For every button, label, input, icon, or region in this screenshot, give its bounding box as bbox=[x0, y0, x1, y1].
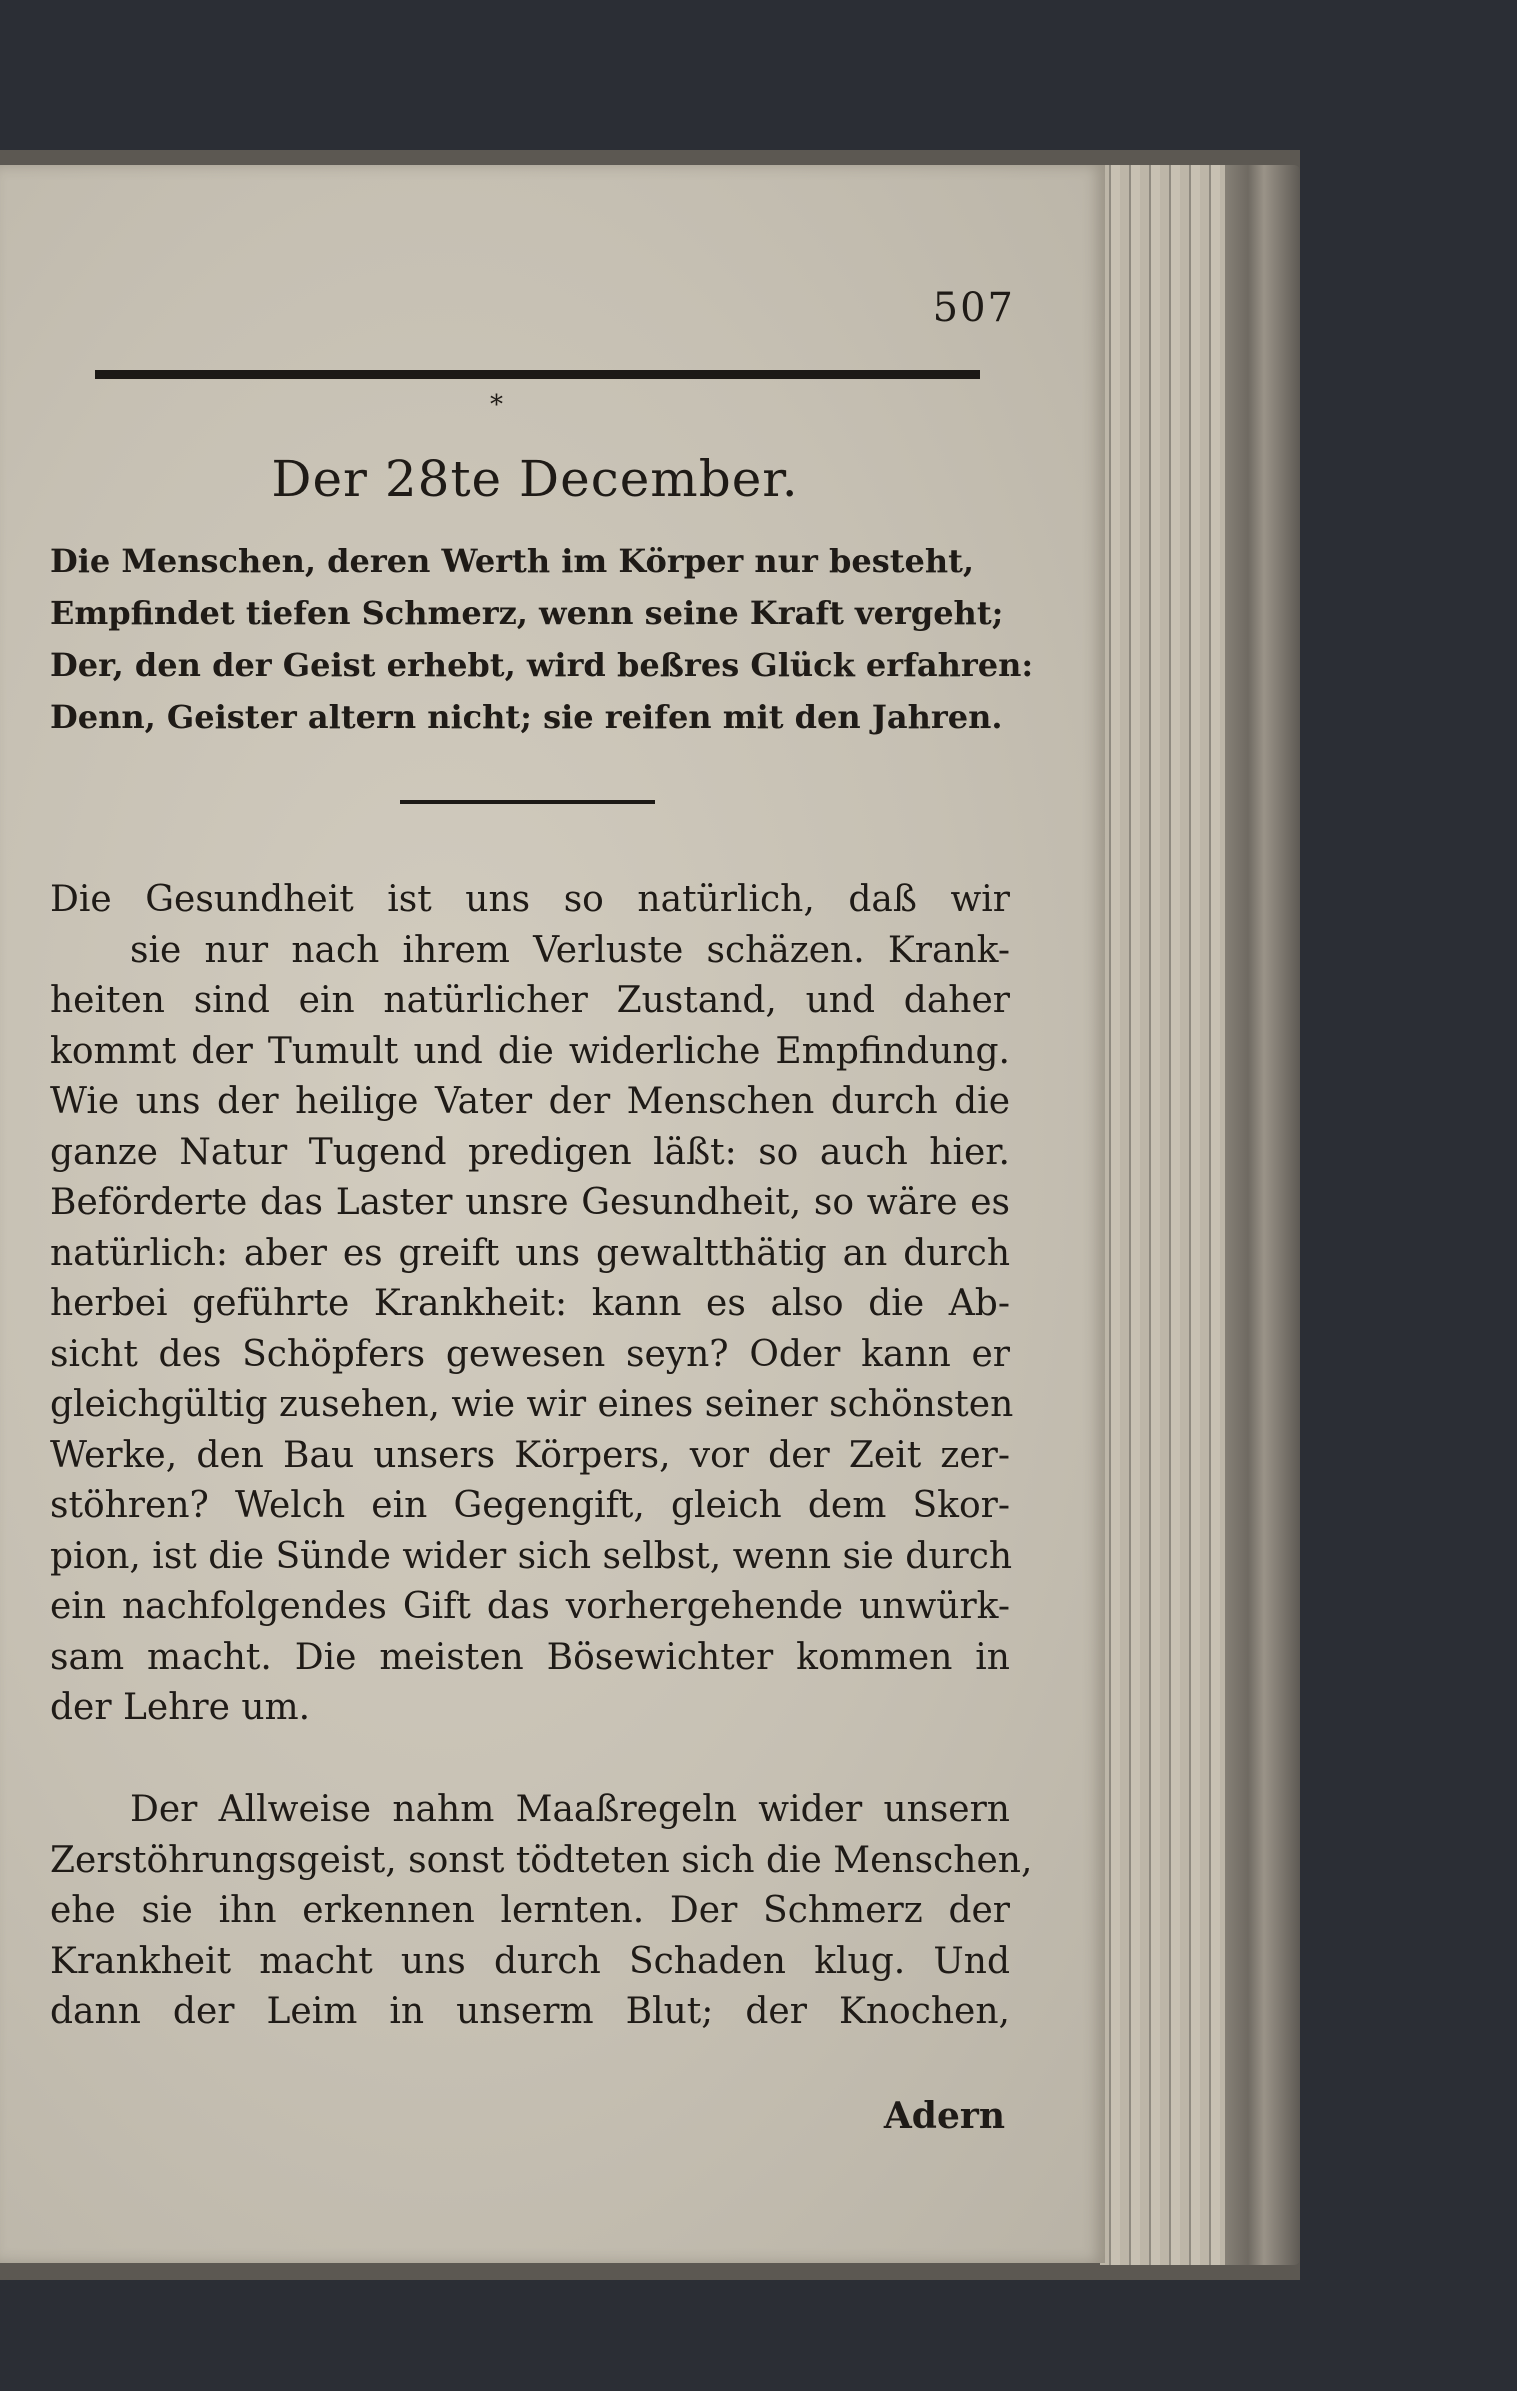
text-line: Werke, den Bau unsers Körpers, vor der Zeit zer- bbox=[50, 1434, 1010, 1476]
text-line: stöhren? Welch ein Gegengift, gleich dem Skor- bbox=[50, 1485, 1010, 1526]
text-line: sie nur nach ihrem Verluste schäzen. Krank- bbox=[130, 929, 1010, 971]
text-line: ganze Natur Tugend predigen läßt: so auch hier. bbox=[50, 1131, 1010, 1173]
header-rule bbox=[95, 370, 980, 379]
text-line: Krankheit macht uns durch Schaden klug. Und bbox=[50, 1940, 1010, 1982]
verse-line: Die Menschen, deren Werth im Körper nur besteht, bbox=[50, 542, 975, 580]
ornament: * bbox=[490, 390, 503, 420]
text-line: natürlich: aber es greift uns gewaltthätig an durch bbox=[50, 1232, 1010, 1274]
text-line: sam macht. Die meisten Bösewichter kommen in bbox=[50, 1636, 1010, 1678]
verse-line: Der, den der Geist erhebt, wird beßres Glück erfahren: bbox=[50, 646, 1034, 684]
text-line: gleichgültig zusehen, wie wir eines seiner schönsten bbox=[50, 1384, 1014, 1425]
text-line: kommt der Tumult und die widerliche Empfindung. bbox=[50, 1030, 1010, 1072]
divider-rule bbox=[400, 800, 655, 804]
text-line: heiten sind ein natürlicher Zustand, und daher bbox=[50, 980, 1010, 1021]
book-spine bbox=[1220, 165, 1300, 2265]
text-line: Beförderte das Laster unsre Gesundheit, so wäre es bbox=[50, 1182, 1010, 1223]
book-page bbox=[0, 165, 1105, 2263]
text-line: Wie uns der heilige Vater der Menschen durch die bbox=[50, 1081, 1010, 1122]
text-line: Der Allweise nahm Maaßregeln wider unsern bbox=[130, 1789, 1010, 1830]
text-line: ehe sie ihn erkennen lernten. Der Schmerz der bbox=[50, 1890, 1010, 1931]
section-heading: Der 28te December. bbox=[271, 450, 799, 508]
text-line: herbei geführte Krankheit: kann es also die Ab- bbox=[50, 1283, 1010, 1324]
catchword: Adern bbox=[883, 2095, 1005, 2137]
text-line: ein nachfolgendes Gift das vorhergehende unwürk- bbox=[50, 1586, 1010, 1627]
verse-line: Empfindet tiefen Schmerz, wenn seine Kraft vergeht; bbox=[50, 594, 1004, 632]
verse-line: Denn, Geister altern nicht; sie reifen mit den Jahren. bbox=[50, 698, 1003, 736]
page-number: 507 bbox=[932, 285, 1015, 331]
text-line: Die Gesundheit ist uns so natürlich, daß wir bbox=[50, 879, 1010, 920]
text-line: sicht des Schöpfers gewesen seyn? Oder kann er bbox=[50, 1333, 1010, 1375]
page-edges bbox=[1100, 165, 1225, 2265]
verse-block bbox=[50, 535, 1034, 743]
text-line: dann der Leim in unserm Blut; der Knochen, bbox=[50, 1991, 1010, 2032]
body-paragraph-1 bbox=[50, 875, 1014, 1734]
text-line: Zerstöhrungsgeist, sonst tödteten sich die Menschen, bbox=[50, 1839, 1033, 1881]
text-line: der Lehre um. bbox=[50, 1687, 311, 1728]
body-paragraph-2 bbox=[50, 1785, 1033, 2038]
text-line: pion, ist die Sünde wider sich selbst, wenn sie durch bbox=[50, 1535, 1013, 1577]
